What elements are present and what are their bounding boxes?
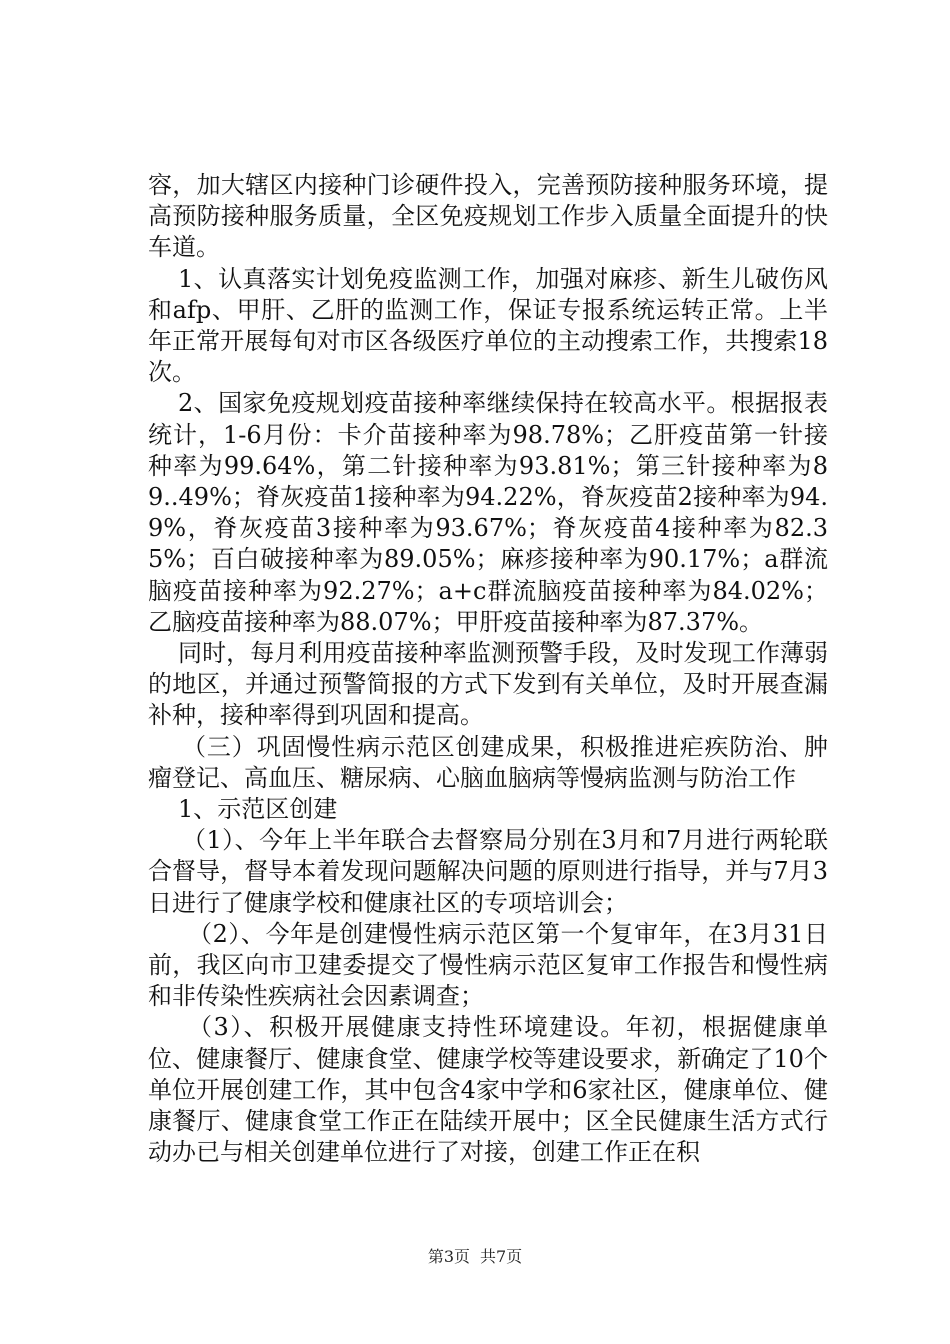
paragraph-early-warning: 同时，每月利用疫苗接种率监测预警手段，及时发现工作薄弱的地区，并通过预警简报的方式下发到有关单位，及时开展查漏补种，接种率得到巩固和提高。 — [148, 639, 828, 730]
paragraph-item-2-vaccination-rates: 2、国家免疫规划疫苗接种率继续保持在较高水平。根据报表统计，1-6月份：卡介苗接种率为98.78%；乙肝疫苗第一针接种率为99.64%，第二针接种率为93.81%；第三针接种率为89..49%；脊灰疫苗1接种率为94.22%，脊灰疫苗2接种率为94.9%，脊灰疫苗3接种率为93.67%；脊灰疫苗4接种率为82.35%；百白破接种率为89.05%；麻疹接种率为90.17%；a群流脑疫苗接种率为92.27%；a+c群流脑疫苗接种率为84.02%；乙脑疫苗接种率为88.07%；甲肝疫苗接种率为87.37%。 — [148, 389, 828, 636]
paragraph-item-1-monitoring: 1、认真落实计划免疫监测工作，加强对麻疹、新生儿破伤风和afp、甲肝、乙肝的监测工作，保证专报系统运转正常。上半年正常开展每旬对市区各级医疗单位的主动搜索工作，共搜索18次。 — [148, 264, 828, 387]
page-footer — [0, 1244, 950, 1267]
subheading-demo-zone: 1、示范区创建 — [178, 795, 338, 824]
paragraph-continuation: 容，加大辖区内接种门诊硬件投入，完善预防接种服务环境，提高预防接种服务质量，全区免疫规划工作步入质量全面提升的快车道。 — [148, 171, 828, 262]
paragraph-sub-2: （2）、今年是创建慢性病示范区第一个复审年，在3月31日前，我区向市卫建委提交了慢性病示范区复审工作报告和慢性病和非传染性疾病社会因素调查； — [148, 919, 828, 1011]
paragraph-sub-3: （3）、积极开展健康支持性环境建设。年初，根据健康单位、健康餐厅、健康食堂、健康学校等建设要求，新确定了10个单位开展创建工作，其中包含4家中学和6家社区，健康单位、健康餐厅、健康食堂工作正在陆续开展中；区全民健康生活方式行动办已与相关创建单位进行了对接，创建工作正在积 — [148, 1013, 828, 1167]
document-body — [148, 170, 828, 1169]
paragraph-sub-1: （1）、今年上半年联合去督察局分别在3月和7月进行两轮联合督导，督导本着发现问题解决问题的原则进行指导，并与7月3日进行了健康学校和健康社区的专项培训会； — [148, 826, 828, 917]
page-total: 共7页 — [480, 1247, 523, 1266]
page-number: 第3页 — [427, 1247, 470, 1266]
section-heading-3: （三）巩固慢性病示范区创建成果，积极推进疟疾防治、肿瘤登记、高血压、糖尿病、心脑血脑病等慢病监测与防治工作 — [148, 732, 828, 792]
